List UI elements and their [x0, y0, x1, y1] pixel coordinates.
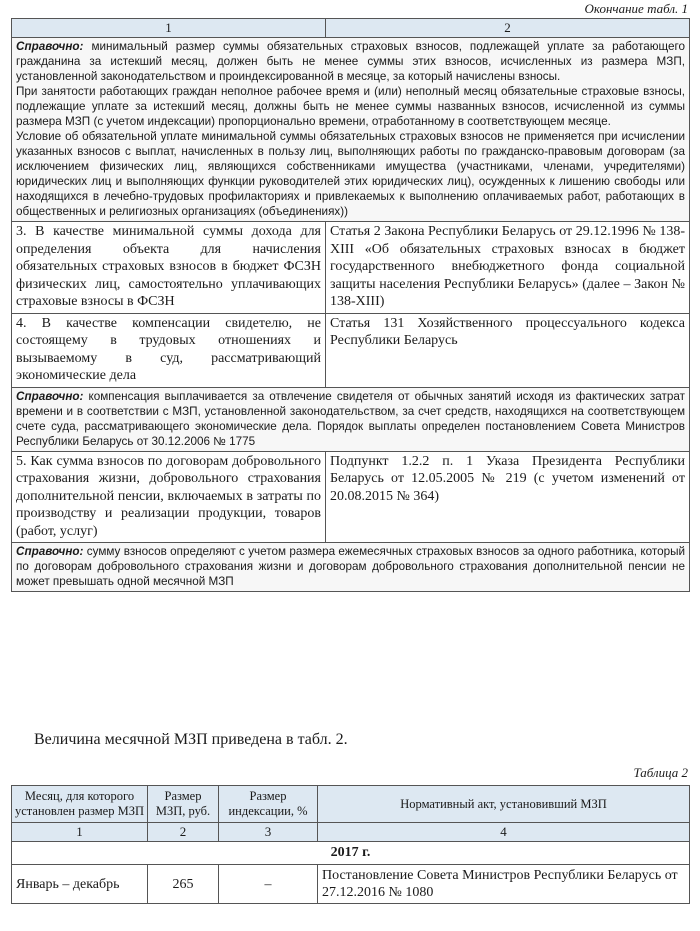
- col-number-1: 1: [12, 19, 326, 38]
- header-indexation: Размер индексации, %: [219, 786, 318, 823]
- note-row-3: [12, 543, 690, 592]
- table-row-5: [12, 451, 690, 543]
- header-amount: Размер МЗП, руб.: [148, 786, 219, 823]
- col-number-4: 4: [318, 823, 690, 842]
- header-act: Нормативный акт, установивший МЗП: [318, 786, 690, 823]
- note1-paragraph-2: При занятости работающих граждан неполное рабочее время и (или) неполный месяц обязательные страховые взносы, подлежащие уплате за истекший месяц, должны быть не менее суммы названных взносов, исчисленной из суммы размера МЗП (с учетом индексации) пропорционально времени, отработанному в соответствующем месяце.: [16, 85, 685, 128]
- body-paragraph: Величина месячной МЗП приведена в табл. 2.: [34, 731, 348, 748]
- note-row-2: [12, 387, 690, 451]
- table-row: [12, 865, 690, 904]
- table1-header-row: [12, 19, 690, 38]
- reference-note-2: [12, 387, 690, 451]
- row3-legal-basis: Статья 2 Закона Республики Беларусь от 29.12.1996 № 138-XIII «Об обязательных страховых взносах в бюджет государственного внебюджетного фонда социальной защиты населения Республики Беларусь» (далее – Закон № 138-XIII): [326, 222, 690, 314]
- row4-description: 4. В качестве компенсации свидетелю, не состоящему в трудовых отношениях и вызываемому в суд, рассматривающий экономические дела: [12, 313, 326, 387]
- amount-cell: 265: [148, 865, 219, 904]
- row4-legal-basis: Статья 131 Хозяйственного процессуального кодекса Республики Беларусь: [326, 313, 690, 387]
- reference-note-3: [12, 543, 690, 592]
- note1-paragraph-3: Условие об обязательной уплате минимальной суммы обязательных страховых взносов не применяется при исчислении указанных взносов с выплат, начисленных в пользу лиц, выполняющих работы по гражданско-правовым договорам (за исключением физических лиц, являющихся собственниками имущества (участниками, членами, учредителями) юридических лиц и выполняющих функции руководителей этих юридических лиц), осужденных к лишению свободы или находящихся в лечебно-трудовых профилакториях и привлекаемых к выполнению оплачиваемых работ, работающих в общественных и религиозных организациях (объединениях)): [16, 130, 685, 218]
- table-row-3: [12, 222, 690, 314]
- table2-header-row: [12, 786, 690, 823]
- col-number-1: 1: [12, 823, 148, 842]
- table-2: [11, 785, 690, 904]
- table-row-4: [12, 313, 690, 387]
- note-label: Справочно:: [16, 40, 84, 53]
- table2-caption: Таблица 2: [633, 765, 688, 780]
- col-number-2: 2: [148, 823, 219, 842]
- year-row: [12, 842, 690, 865]
- col-number-3: 3: [219, 823, 318, 842]
- note1-paragraph-1: минимальный размер суммы обязательных страховых взносов, подлежащей уплате за работающего гражданина за истекший месяц, должен быть не менее суммы этих взносов, исчисленных из размера МЗП, установленной законодательством и проиндексированной в месяце, за который начислены взносы.: [16, 40, 685, 83]
- col-number-2: 2: [326, 19, 690, 38]
- month-cell: Январь – декабрь: [12, 865, 148, 904]
- header-month: Месяц, для которого установлен размер МЗП: [12, 786, 148, 823]
- reference-note-1: [12, 38, 690, 222]
- note-row-1: [12, 38, 690, 222]
- table1-caption: Окончание табл. 1: [584, 1, 688, 16]
- row5-legal-basis: Подпункт 1.2.2 п. 1 Указа Президента Республики Беларусь от 12.05.2005 № 219 (с учетом изменений от 20.08.2015 № 364): [326, 451, 690, 543]
- note-label: Справочно:: [16, 545, 84, 558]
- year-label: 2017 г.: [12, 842, 690, 865]
- note3-text: сумму взносов определяют с учетом размера ежемесячных страховых взносов за одного работника, который по договорам добровольного страхования жизни и договорам добровольного страхования дополнительной пенсии не может превышать одной месячной МЗП: [16, 545, 686, 588]
- note-label: Справочно:: [16, 389, 84, 403]
- note2-text: компенсация выплачивается за отвлечение свидетеля от обычных занятий исходя из фактических затрат времени и в соответствии с МЗП, установленной законодательством, за счет средств, находящихся на соответствующем счете суда, рассматривающего экономические дела. Порядок выплаты определен постановлением Совета Министров Республики Беларусь от 30.12.2006 № 1775: [16, 389, 685, 448]
- table2-number-row: [12, 823, 690, 842]
- indexation-cell: –: [219, 865, 318, 904]
- row3-description: 3. В качестве минимальной суммы дохода для определения объекта для начисления обязательных страховых взносов в бюджет ФСЗН физических лиц, самостоятельно уплачивающих страховые взносы в ФСЗН: [12, 222, 326, 314]
- table-1: [11, 18, 690, 592]
- row5-description: 5. Как сумма взносов по договорам добровольного страхования жизни, добровольного страхования дополнительной пенсии, включаемых в затраты по производству и реализации продукции, товаров (работ, услуг): [12, 451, 326, 543]
- act-cell: Постановление Совета Министров Республики Беларусь от 27.12.2016 № 1080: [318, 865, 690, 904]
